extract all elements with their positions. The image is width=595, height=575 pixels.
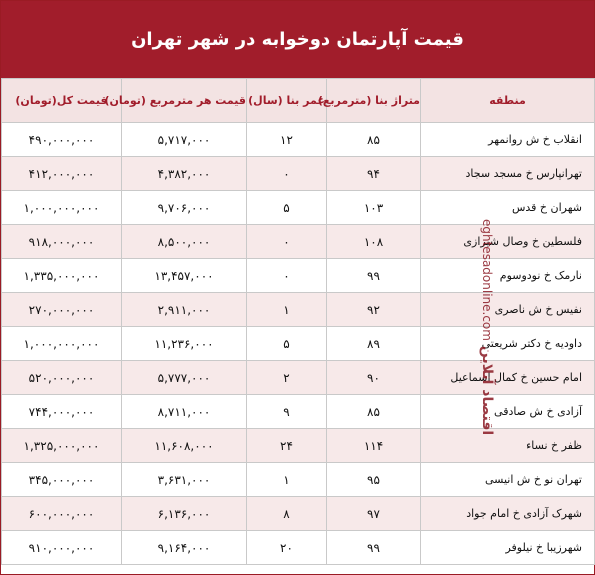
- cell-price-per-m2: ۹,۷۰۶,۰۰۰: [122, 191, 247, 225]
- cell-region: فلسطین خ وصال شیرازی: [421, 225, 595, 259]
- cell-age: ۱: [247, 463, 327, 497]
- cell-price-per-m2: ۴,۳۸۲,۰۰۰: [122, 157, 247, 191]
- watermark: [455, 205, 495, 435]
- cell-age: ۰: [247, 259, 327, 293]
- cell-region: ظفر خ نساء: [421, 429, 595, 463]
- cell-price-per-m2: ۵,۷۷۷,۰۰۰: [122, 361, 247, 395]
- watermark-text: اقتصاد آنلاین: [479, 345, 495, 435]
- cell-area: ۱۱۴: [327, 429, 421, 463]
- cell-age: ۰: [247, 225, 327, 259]
- table-row: [2, 293, 595, 327]
- cell-area: ۹۹: [327, 259, 421, 293]
- table-row: [2, 191, 595, 225]
- cell-total-price: ۱,۰۰۰,۰۰۰,۰۰۰: [2, 327, 122, 361]
- cell-price-per-m2: ۱۱,۲۳۶,۰۰۰: [122, 327, 247, 361]
- cell-area: ۸۵: [327, 395, 421, 429]
- cell-price-per-m2: ۹,۱۶۴,۰۰۰: [122, 531, 247, 565]
- cell-total-price: ۱,۰۰۰,۰۰۰,۰۰۰: [2, 191, 122, 225]
- cell-region: نارمک خ نودوسوم: [421, 259, 595, 293]
- cell-region: شهرک آزادی خ امام جواد: [421, 497, 595, 531]
- cell-total-price: ۵۲۰,۰۰۰,۰۰۰: [2, 361, 122, 395]
- cell-area: ۹۵: [327, 463, 421, 497]
- cell-age: ۰: [247, 157, 327, 191]
- price-table: [1, 78, 595, 565]
- cell-region: داودیه خ دکتر شریعتی: [421, 327, 595, 361]
- cell-price-per-m2: ۲,۹۱۱,۰۰۰: [122, 293, 247, 327]
- cell-price-per-m2: ۸,۷۱۱,۰۰۰: [122, 395, 247, 429]
- cell-region: نفیس خ ش ناصری: [421, 293, 595, 327]
- cell-region: شهرزیبا خ نیلوفر: [421, 531, 595, 565]
- header-area: متراژ بنا (مترمربع): [327, 79, 421, 123]
- cell-region: تهرانپارس خ مسجد سجاد: [421, 157, 595, 191]
- cell-price-per-m2: ۸,۵۰۰,۰۰۰: [122, 225, 247, 259]
- cell-age: ۹: [247, 395, 327, 429]
- cell-area: ۹۴: [327, 157, 421, 191]
- table-row: [2, 395, 595, 429]
- cell-price-per-m2: ۶,۱۳۶,۰۰۰: [122, 497, 247, 531]
- cell-area: ۹۹: [327, 531, 421, 565]
- cell-area: ۱۰۸: [327, 225, 421, 259]
- cell-area: ۹۲: [327, 293, 421, 327]
- table-row: [2, 497, 595, 531]
- cell-age: ۸: [247, 497, 327, 531]
- cell-region: آزادی خ ش صادقی: [421, 395, 595, 429]
- cell-age: ۱: [247, 293, 327, 327]
- cell-total-price: ۱,۳۳۵,۰۰۰,۰۰۰: [2, 259, 122, 293]
- watermark-site: eghtesadonline.com: [480, 218, 494, 341]
- header-region: منطقه: [421, 79, 595, 123]
- cell-total-price: ۴۹۰,۰۰۰,۰۰۰: [2, 123, 122, 157]
- cell-age: ۲: [247, 361, 327, 395]
- table-row: [2, 361, 595, 395]
- cell-price-per-m2: ۵,۷۱۷,۰۰۰: [122, 123, 247, 157]
- cell-region: انقلاب خ ش روانمهر: [421, 123, 595, 157]
- page-title: قیمت آپارتمان دوخوابه در شهر تهران: [1, 1, 594, 78]
- table-row: [2, 531, 595, 565]
- table-row: [2, 327, 595, 361]
- cell-total-price: ۳۴۵,۰۰۰,۰۰۰: [2, 463, 122, 497]
- cell-area: ۱۰۳: [327, 191, 421, 225]
- cell-price-per-m2: ۳,۶۳۱,۰۰۰: [122, 463, 247, 497]
- cell-total-price: ۹۱۸,۰۰۰,۰۰۰: [2, 225, 122, 259]
- cell-total-price: ۱,۳۲۵,۰۰۰,۰۰۰: [2, 429, 122, 463]
- cell-total-price: ۴۱۲,۰۰۰,۰۰۰: [2, 157, 122, 191]
- table-row: [2, 157, 595, 191]
- cell-region: تهران نو خ ش انیسی: [421, 463, 595, 497]
- cell-total-price: ۷۴۴,۰۰۰,۰۰۰: [2, 395, 122, 429]
- header-age: عمر بنا (سال): [247, 79, 327, 123]
- cell-region: شهران خ قدس: [421, 191, 595, 225]
- table-body: [2, 123, 595, 565]
- table-row: [2, 259, 595, 293]
- cell-area: ۸۹: [327, 327, 421, 361]
- cell-total-price: ۹۱۰,۰۰۰,۰۰۰: [2, 531, 122, 565]
- cell-area: ۹۰: [327, 361, 421, 395]
- cell-age: ۱۲: [247, 123, 327, 157]
- cell-price-per-m2: ۱۱,۶۰۸,۰۰۰: [122, 429, 247, 463]
- cell-age: ۲۰: [247, 531, 327, 565]
- cell-area: ۸۵: [327, 123, 421, 157]
- table-header-row: [2, 79, 595, 123]
- table-row: [2, 463, 595, 497]
- cell-area: ۹۷: [327, 497, 421, 531]
- header-total-price: قیمت کل(تومان): [2, 79, 122, 123]
- table-row: [2, 225, 595, 259]
- cell-region: امام حسین خ کمال اسماعیل: [421, 361, 595, 395]
- cell-age: ۵: [247, 191, 327, 225]
- table-row: [2, 429, 595, 463]
- cell-total-price: ۶۰۰,۰۰۰,۰۰۰: [2, 497, 122, 531]
- cell-age: ۵: [247, 327, 327, 361]
- cell-age: ۲۴: [247, 429, 327, 463]
- header-price-per-m2: قیمت هر مترمربع (تومان): [122, 79, 247, 123]
- cell-price-per-m2: ۱۳,۴۵۷,۰۰۰: [122, 259, 247, 293]
- table-row: [2, 123, 595, 157]
- cell-total-price: ۲۷۰,۰۰۰,۰۰۰: [2, 293, 122, 327]
